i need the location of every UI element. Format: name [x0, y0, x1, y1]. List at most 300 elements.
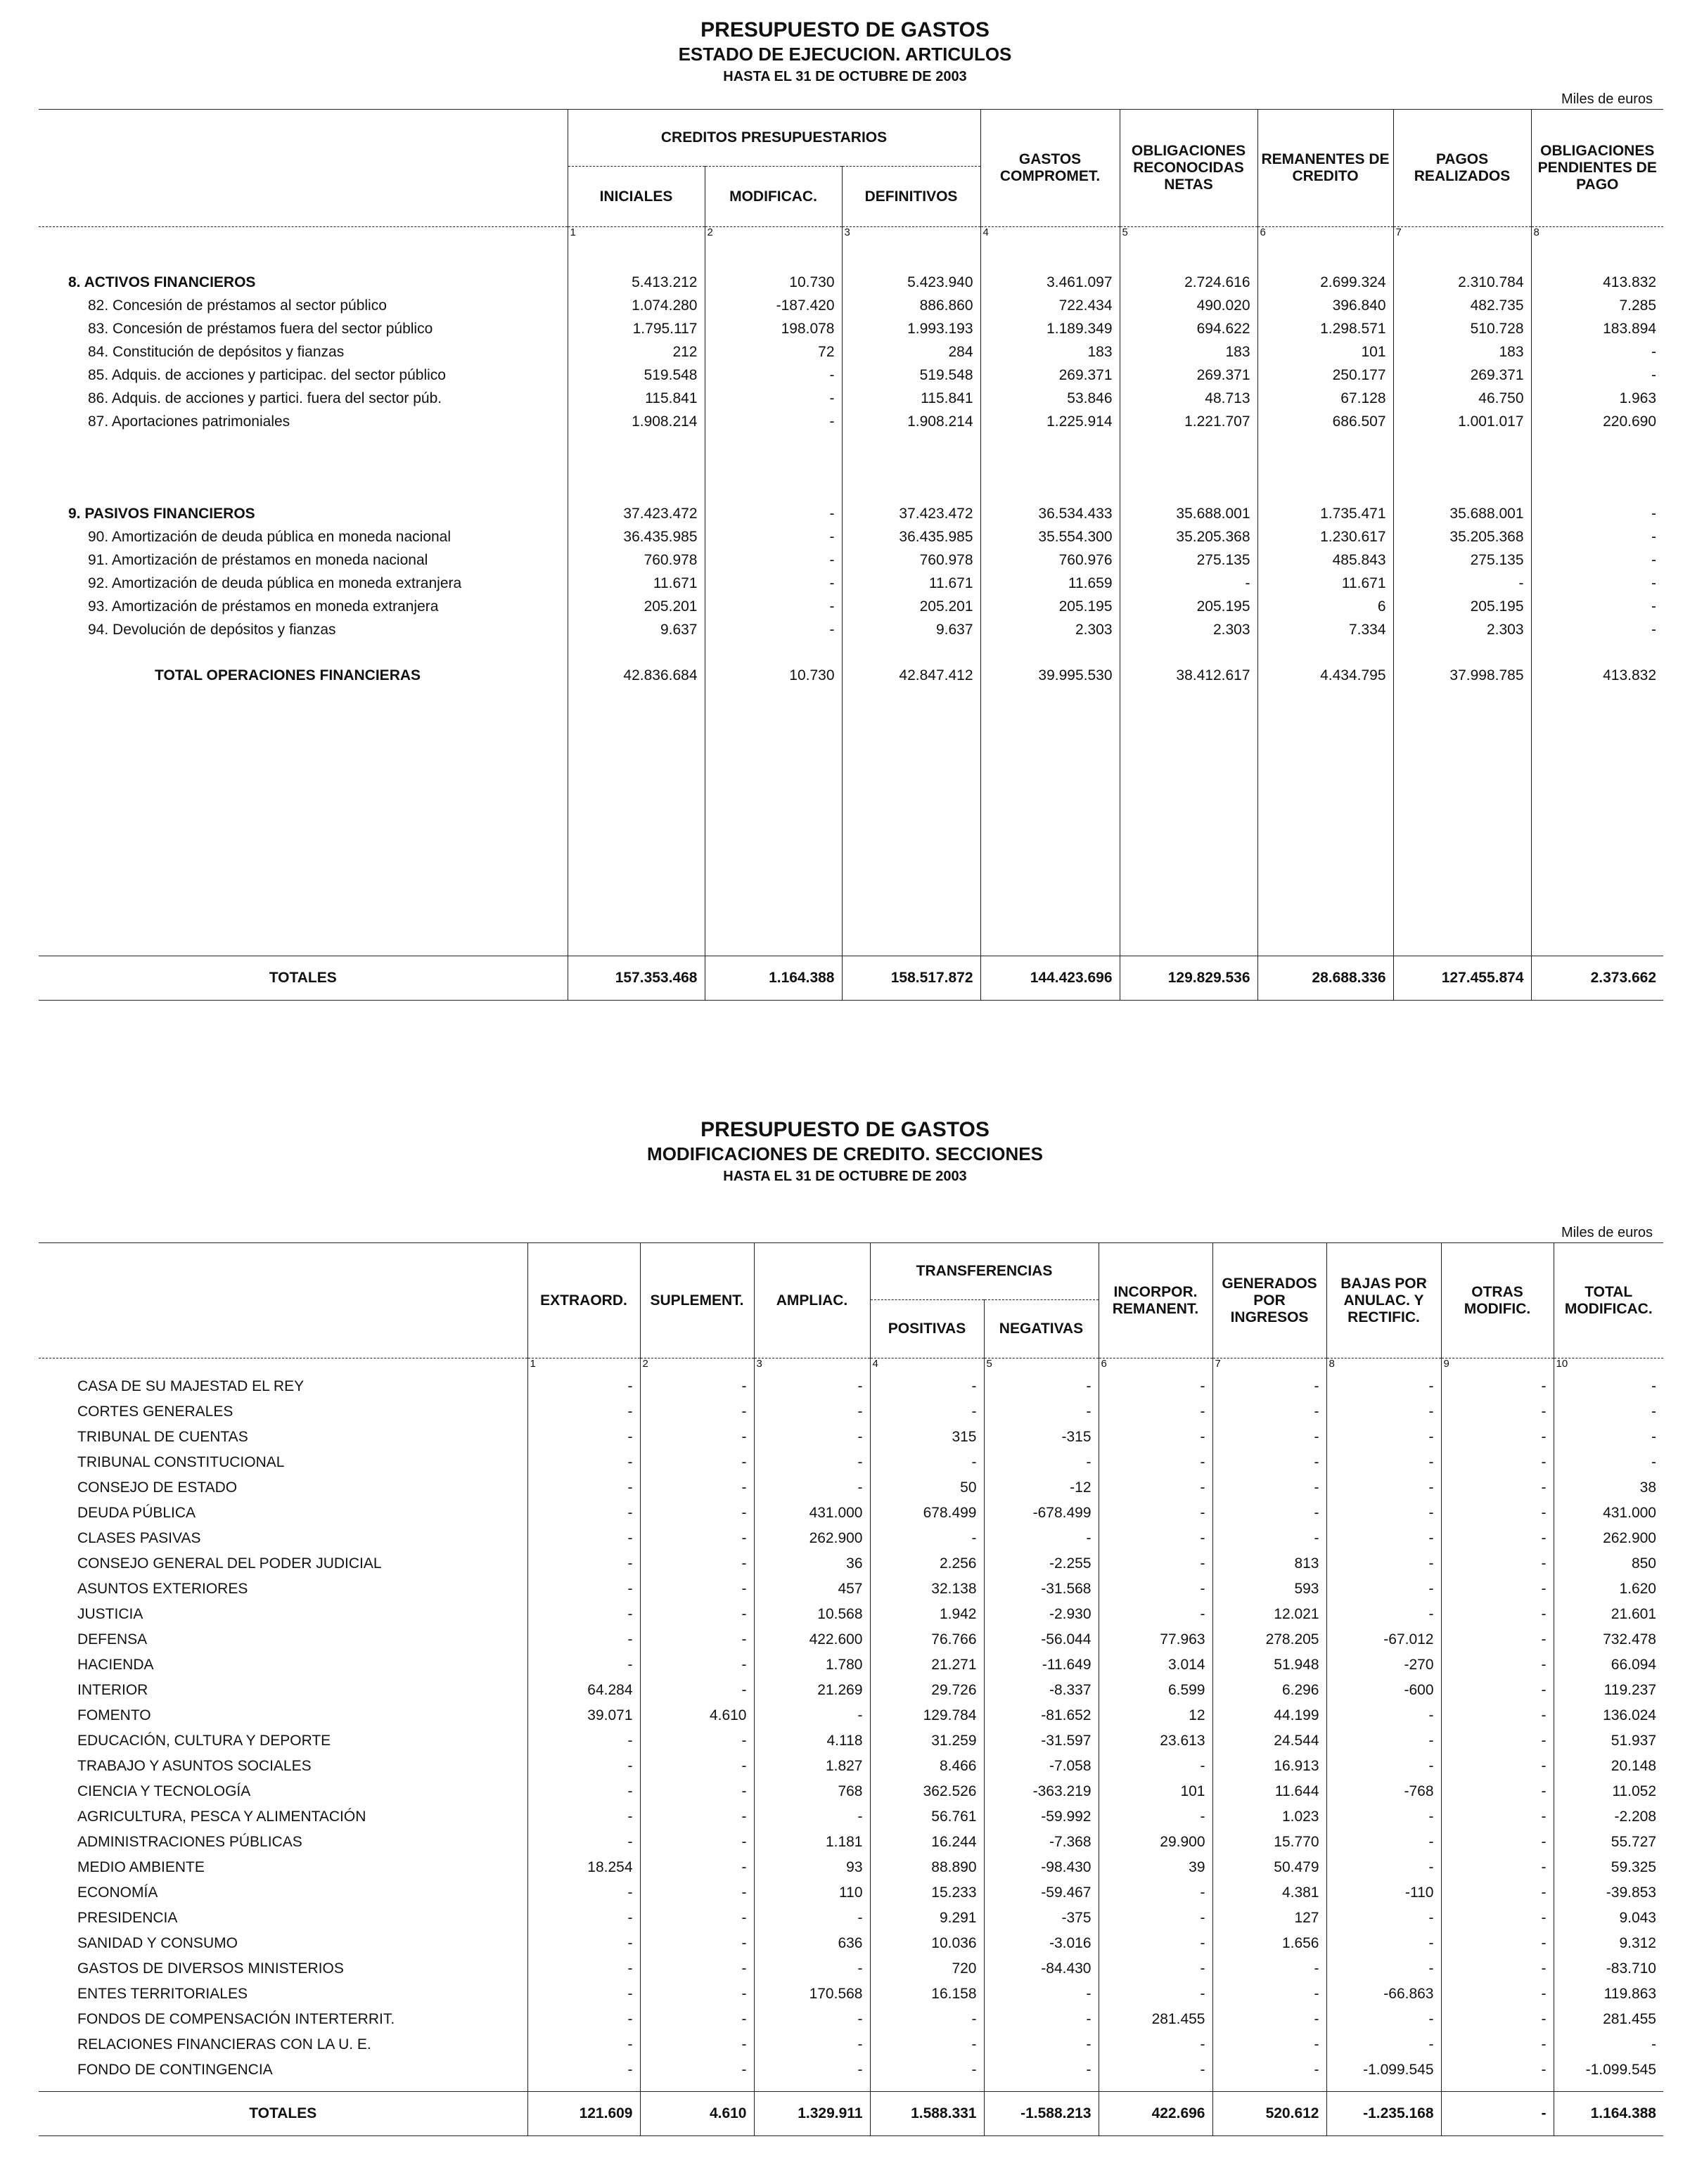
- row-value: -: [705, 387, 842, 410]
- totals-value: -1.235.168: [1326, 2092, 1441, 2136]
- row-value: -: [1099, 1551, 1212, 1576]
- row-value: 88.890: [870, 1855, 984, 1880]
- row-value: -: [640, 1804, 754, 1830]
- spacer-cell: [705, 687, 842, 956]
- spacer-cell: [39, 641, 568, 664]
- row-value: -: [527, 2007, 640, 2032]
- row-value: -: [754, 1703, 870, 1728]
- row-value: -: [1441, 1678, 1554, 1703]
- row-value: 16.913: [1212, 1754, 1326, 1779]
- table-row: [39, 595, 1663, 618]
- column-number: 6: [1099, 1358, 1212, 1375]
- row-value: -: [1099, 1602, 1212, 1627]
- row-value: -12: [984, 1475, 1099, 1501]
- row-value: 101: [1257, 340, 1393, 364]
- row-value: 281.455: [1099, 2007, 1212, 2032]
- row-value: 732.478: [1554, 1627, 1663, 1652]
- row-value: 72: [705, 340, 842, 364]
- row-value: 1.735.471: [1257, 502, 1393, 525]
- row-value: -: [1212, 1475, 1326, 1501]
- table-row: [39, 1830, 1663, 1855]
- row-value: 457: [754, 1576, 870, 1602]
- doc2-header-row-1: [39, 1243, 1663, 1300]
- table-row: [39, 340, 1663, 364]
- row-value: -: [870, 1399, 984, 1425]
- doc1-header-pagos: PAGOS REALIZADOS: [1393, 110, 1531, 227]
- row-value: -: [640, 1602, 754, 1627]
- row-label: 85. Adquis. de acciones y participac. del sector público: [88, 367, 446, 383]
- row-value: -: [1099, 1526, 1212, 1551]
- row-label: 92. Amortización de deuda pública en moneda extranjera: [88, 575, 462, 591]
- row-value: -: [1531, 572, 1663, 595]
- row-value: -98.430: [984, 1855, 1099, 1880]
- row-value: -: [640, 1956, 754, 1981]
- row-value: -: [870, 1450, 984, 1475]
- row-label: CIENCIA Y TECNOLOGÍA: [77, 1783, 251, 1799]
- row-value: 720: [870, 1956, 984, 1981]
- row-value: -: [1441, 2007, 1554, 2032]
- row-value: -1.099.545: [1554, 2057, 1663, 2083]
- row-value: 29.726: [870, 1678, 984, 1703]
- row-value: -59.467: [984, 1880, 1099, 1906]
- row-value: 205.201: [568, 595, 705, 618]
- column-number: 8: [1326, 1358, 1441, 1375]
- row-value: -: [527, 1804, 640, 1830]
- table-row: [39, 1576, 1663, 1602]
- table-row: [39, 1450, 1663, 1475]
- row-value: 24.544: [1212, 1728, 1326, 1754]
- row-value: -: [1326, 1931, 1441, 1956]
- spacer-cell: [1393, 243, 1531, 271]
- spacer-cell: [980, 687, 1120, 956]
- row-value: 115.841: [568, 387, 705, 410]
- row-value: 76.766: [870, 1627, 984, 1652]
- row-value: -: [1531, 502, 1663, 525]
- row-value: 16.244: [870, 1830, 984, 1855]
- totals-value: 1.164.388: [705, 956, 842, 1001]
- row-value: 396.840: [1257, 294, 1393, 317]
- row-value: -: [754, 2007, 870, 2032]
- row-value: 11.671: [1257, 572, 1393, 595]
- row-value: -: [1326, 1450, 1441, 1475]
- row-value: 220.690: [1531, 410, 1663, 433]
- row-label: FONDOS DE COMPENSACIÓN INTERTERRIT.: [77, 2011, 395, 2027]
- row-value: 4.434.795: [1257, 664, 1393, 687]
- row-label: 82. Concesión de préstamos al sector público: [88, 297, 387, 314]
- doc2-table: [39, 1242, 1663, 2136]
- table-row: [39, 271, 1663, 294]
- row-value: 10.568: [754, 1602, 870, 1627]
- row-value: -: [527, 1728, 640, 1754]
- row-value: 593: [1212, 1576, 1326, 1602]
- totals-value: 157.353.468: [568, 956, 705, 1001]
- row-value: 127: [1212, 1906, 1326, 1931]
- totals-value: 1.588.331: [870, 2092, 984, 2136]
- row-value: -83.710: [1554, 1956, 1663, 1981]
- row-value: -: [1212, 1526, 1326, 1551]
- row-label: CLASES PASIVAS: [77, 1530, 201, 1546]
- row-value: -: [1441, 1906, 1554, 1931]
- column-number: 9: [1441, 1358, 1554, 1375]
- spacer-cell: [39, 243, 568, 271]
- row-value: 35.205.368: [1393, 525, 1531, 548]
- row-value: -1.099.545: [1326, 2057, 1441, 2083]
- column-number: 2: [705, 227, 842, 243]
- row-value: -187.420: [705, 294, 842, 317]
- row-value: -: [984, 2057, 1099, 2083]
- row-value: -: [1326, 1804, 1441, 1830]
- row-value: 29.900: [1099, 1830, 1212, 1855]
- row-value: 10.730: [705, 664, 842, 687]
- totals-label: TOTALES: [39, 2092, 527, 2136]
- spacer-cell: [1531, 243, 1663, 271]
- row-value: -: [1326, 1728, 1441, 1754]
- row-value: 50: [870, 1475, 984, 1501]
- row-value: -: [1326, 1576, 1441, 1602]
- row-value: 36.435.985: [842, 525, 980, 548]
- row-value: 11.644: [1212, 1779, 1326, 1804]
- spacer-cell: [1120, 433, 1257, 502]
- spacer-cell: [1212, 2083, 1326, 2092]
- row-value: -67.012: [1326, 1627, 1441, 1652]
- row-value: 115.841: [842, 387, 980, 410]
- doc2-header-generados: GENERADOS POR INGRESOS: [1212, 1243, 1326, 1358]
- row-value: 431.000: [1554, 1501, 1663, 1526]
- row-value: 686.507: [1257, 410, 1393, 433]
- table-row: [39, 2032, 1663, 2057]
- row-value: -: [984, 2007, 1099, 2032]
- table-row: [39, 1728, 1663, 1754]
- row-value: -: [1393, 572, 1531, 595]
- table-row: [39, 1399, 1663, 1425]
- row-value: 1.795.117: [568, 317, 705, 340]
- row-value: 39.995.530: [980, 664, 1120, 687]
- row-value: 36: [754, 1551, 870, 1576]
- row-value: -: [1326, 1551, 1441, 1576]
- row-label: DEUDA PÚBLICA: [77, 1505, 196, 1521]
- row-value: 760.978: [568, 548, 705, 572]
- row-value: -: [527, 1627, 640, 1652]
- row-value: -: [1554, 1399, 1663, 1425]
- row-value: -: [1441, 1501, 1554, 1526]
- row-value: -: [1326, 1956, 1441, 1981]
- row-value: -: [1099, 1475, 1212, 1501]
- row-value: -: [1099, 1956, 1212, 1981]
- row-label: CASA DE SU MAJESTAD EL REY: [77, 1378, 305, 1394]
- row-value: -: [1554, 2032, 1663, 2057]
- row-value: 284: [842, 340, 980, 364]
- row-value: -: [640, 1475, 754, 1501]
- table-row: [39, 1880, 1663, 1906]
- row-label: FONDO DE CONTINGENCIA: [77, 2062, 273, 2078]
- row-value: 50.479: [1212, 1855, 1326, 1880]
- row-value: 205.195: [1120, 595, 1257, 618]
- row-value: 1.620: [1554, 1576, 1663, 1602]
- row-value: -: [1212, 1956, 1326, 1981]
- spacer-cell: [568, 433, 705, 502]
- row-value: 32.138: [870, 1576, 984, 1602]
- row-value: -: [640, 1551, 754, 1576]
- row-value: -: [1441, 1703, 1554, 1728]
- row-value: 9.637: [568, 618, 705, 641]
- row-value: 44.199: [1212, 1703, 1326, 1728]
- row-value: -: [870, 2032, 984, 2057]
- totals-label: TOTALES: [39, 956, 568, 1001]
- row-value: 768: [754, 1779, 870, 1804]
- row-value: -: [1099, 1804, 1212, 1830]
- spacer-cell: [1257, 641, 1393, 664]
- row-value: 315: [870, 1425, 984, 1450]
- row-value: 1.189.349: [980, 317, 1120, 340]
- row-value: 12.021: [1212, 1602, 1326, 1627]
- spacer-cell: [705, 641, 842, 664]
- row-value: 38: [1554, 1475, 1663, 1501]
- row-label: TRIBUNAL CONSTITUCIONAL: [77, 1454, 285, 1470]
- row-value: -: [640, 2032, 754, 2057]
- row-value: 9.291: [870, 1906, 984, 1931]
- spacer-cell: [870, 2083, 984, 2092]
- table-row: [39, 525, 1663, 548]
- row-value: -: [1212, 1374, 1326, 1399]
- row-value: -: [1441, 1804, 1554, 1830]
- row-label: 94. Devolución de depósitos y fianzas: [88, 622, 336, 638]
- row-value: 36.534.433: [980, 502, 1120, 525]
- doc1-title: PRESUPUESTO DE GASTOS: [700, 18, 990, 41]
- row-value: 7.334: [1257, 618, 1393, 641]
- row-value: -: [1099, 1576, 1212, 1602]
- totals-value: 2.373.662: [1531, 956, 1663, 1001]
- row-value: 39.071: [527, 1703, 640, 1728]
- row-label: 84. Constitución de depósitos y fianzas: [88, 344, 345, 360]
- row-value: -: [1212, 1425, 1326, 1450]
- row-value: -: [1441, 1855, 1554, 1880]
- row-value: 850: [1554, 1551, 1663, 1576]
- row-value: 6: [1257, 595, 1393, 618]
- spacer-row: [39, 2083, 1663, 2092]
- row-value: -: [640, 1627, 754, 1652]
- row-value: -: [527, 2032, 640, 2057]
- row-label: DEFENSA: [77, 1631, 148, 1647]
- row-value: -: [1212, 1981, 1326, 2007]
- row-label: CONSEJO DE ESTADO: [77, 1479, 238, 1496]
- row-value: -: [1441, 1754, 1554, 1779]
- row-value: 21.601: [1554, 1602, 1663, 1627]
- doc1-table: [39, 109, 1663, 1001]
- row-value: 205.195: [1393, 595, 1531, 618]
- row-value: 37.998.785: [1393, 664, 1531, 687]
- column-number: 8: [1531, 227, 1663, 243]
- row-value: -81.652: [984, 1703, 1099, 1728]
- row-value: 3.014: [1099, 1652, 1212, 1678]
- row-value: -: [527, 1931, 640, 1956]
- row-value: 10.730: [705, 271, 842, 294]
- row-value: -: [984, 1399, 1099, 1425]
- row-value: 678.499: [870, 1501, 984, 1526]
- row-value: 67.128: [1257, 387, 1393, 410]
- row-value: -31.568: [984, 1576, 1099, 1602]
- doc1-header-definitivos: DEFINITIVOS: [842, 167, 980, 227]
- row-value: -59.992: [984, 1804, 1099, 1830]
- row-value: -: [1441, 1880, 1554, 1906]
- row-value: -: [705, 595, 842, 618]
- doc2-header-blank: [39, 1243, 527, 1358]
- row-value: 1.001.017: [1393, 410, 1531, 433]
- column-number: 7: [1393, 227, 1531, 243]
- row-value: 36.435.985: [568, 525, 705, 548]
- row-value: 362.526: [870, 1779, 984, 1804]
- row-value: -: [1099, 1880, 1212, 1906]
- row-label: 86. Adquis. de acciones y partici. fuera del sector púb.: [88, 390, 442, 406]
- row-value: -: [1441, 1931, 1554, 1956]
- doc2-header-bajas: BAJAS POR ANULAC. Y RECTIFIC.: [1326, 1243, 1441, 1358]
- row-value: -7.058: [984, 1754, 1099, 1779]
- row-value: 760.978: [842, 548, 980, 572]
- table-row: [39, 1652, 1663, 1678]
- row-value: 59.325: [1554, 1855, 1663, 1880]
- spacer-cell: [1531, 687, 1663, 956]
- row-value: 35.688.001: [1393, 502, 1531, 525]
- row-value: 110: [754, 1880, 870, 1906]
- row-value: 269.371: [1120, 364, 1257, 387]
- spacer-cell: [1257, 687, 1393, 956]
- row-value: -: [527, 1830, 640, 1855]
- row-label: JUSTICIA: [77, 1606, 143, 1622]
- spacer-cell: [980, 243, 1120, 271]
- row-value: 20.148: [1554, 1754, 1663, 1779]
- doc1-header-row-1: [39, 110, 1663, 167]
- row-value: 5.413.212: [568, 271, 705, 294]
- row-value: -: [1441, 1779, 1554, 1804]
- row-label: GASTOS DE DIVERSOS MINISTERIOS: [77, 1960, 344, 1977]
- row-value: 9.043: [1554, 1906, 1663, 1931]
- table-row: [39, 1374, 1663, 1399]
- row-value: 1.993.193: [842, 317, 980, 340]
- row-value: -: [1212, 1501, 1326, 1526]
- row-value: 1.181: [754, 1830, 870, 1855]
- row-value: 31.259: [870, 1728, 984, 1754]
- doc2-header-otras: OTRAS MODIFIC.: [1441, 1243, 1554, 1358]
- row-value: 636: [754, 1931, 870, 1956]
- doc1-header-remanentes: REMANENTES DE CREDITO: [1257, 110, 1393, 227]
- row-value: 15.233: [870, 1880, 984, 1906]
- totals-value: 158.517.872: [842, 956, 980, 1001]
- row-value: 1.221.707: [1120, 410, 1257, 433]
- row-value: 11.659: [980, 572, 1120, 595]
- table-row: [39, 2007, 1663, 2032]
- row-value: 8.466: [870, 1754, 984, 1779]
- row-value: 1.942: [870, 1602, 984, 1627]
- row-label: 90. Amortización de deuda pública en moneda nacional: [88, 529, 452, 545]
- row-value: 39: [1099, 1855, 1212, 1880]
- row-value: 38.412.617: [1120, 664, 1257, 687]
- row-value: -: [705, 618, 842, 641]
- spacer-cell: [39, 433, 568, 502]
- row-value: -: [1441, 1652, 1554, 1678]
- doc2-header-total: TOTAL MODIFICAC.: [1554, 1243, 1663, 1358]
- table-row: [39, 1501, 1663, 1526]
- table-row: [39, 502, 1663, 525]
- row-value: 1.230.617: [1257, 525, 1393, 548]
- table-row: [39, 1981, 1663, 2007]
- row-value: -: [527, 1906, 640, 1931]
- row-value: -: [1326, 1830, 1441, 1855]
- row-label: 8. ACTIVOS FINANCIEROS: [68, 274, 256, 290]
- row-value: 2.724.616: [1120, 271, 1257, 294]
- row-value: -: [527, 1754, 640, 1779]
- row-value: -678.499: [984, 1501, 1099, 1526]
- row-label: EDUCACIÓN, CULTURA Y DEPORTE: [77, 1733, 331, 1749]
- row-label: 93. Amortización de préstamos en moneda extranjera: [88, 598, 439, 615]
- spacer-cell: [1257, 433, 1393, 502]
- row-value: 55.727: [1554, 1830, 1663, 1855]
- row-value: -: [870, 1526, 984, 1551]
- row-value: -: [1441, 1450, 1554, 1475]
- row-label: INTERIOR: [77, 1682, 148, 1698]
- row-value: 56.761: [870, 1804, 984, 1830]
- row-value: 4.610: [640, 1703, 754, 1728]
- row-value: -: [984, 2032, 1099, 2057]
- doc2-header-suplement: SUPLEMENT.: [640, 1243, 754, 1358]
- row-value: 51.948: [1212, 1652, 1326, 1678]
- column-number: 4: [870, 1358, 984, 1375]
- spacer-cell: [1441, 2083, 1554, 2092]
- spacer-row: [39, 687, 1663, 956]
- totals-value: 144.423.696: [980, 956, 1120, 1001]
- row-value: -: [640, 1728, 754, 1754]
- row-value: 1.298.571: [1257, 317, 1393, 340]
- row-value: -: [640, 1526, 754, 1551]
- row-value: -: [705, 502, 842, 525]
- row-value: 119.863: [1554, 1981, 1663, 2007]
- spacer-cell: [980, 641, 1120, 664]
- doc2-header-incorpor: INCORPOR. REMANENT.: [1099, 1243, 1212, 1358]
- row-value: 93: [754, 1855, 870, 1880]
- row-value: -: [1554, 1450, 1663, 1475]
- row-value: -: [1441, 1981, 1554, 2007]
- row-value: 6.599: [1099, 1678, 1212, 1703]
- table-row: [39, 1551, 1663, 1576]
- row-label: SANIDAD Y CONSUMO: [77, 1935, 238, 1951]
- table-row: [39, 1906, 1663, 1931]
- row-value: 183: [1393, 340, 1531, 364]
- row-value: 485.843: [1257, 548, 1393, 572]
- row-value: -: [754, 2032, 870, 2057]
- row-label: ASUNTOS EXTERIORES: [77, 1581, 248, 1597]
- spacer-cell: [527, 2083, 640, 2092]
- row-value: 53.846: [980, 387, 1120, 410]
- column-number: 5: [1120, 227, 1257, 243]
- row-value: -: [1212, 2032, 1326, 2057]
- totals-value: 1.329.911: [754, 2092, 870, 2136]
- column-number: 7: [1212, 1358, 1326, 1375]
- row-value: 21.269: [754, 1678, 870, 1703]
- row-value: 250.177: [1257, 364, 1393, 387]
- row-value: -768: [1326, 1779, 1441, 1804]
- row-value: -: [705, 572, 842, 595]
- doc1-header-obligaciones: OBLIGACIONES RECONOCIDAS NETAS: [1120, 110, 1257, 227]
- row-value: -66.863: [1326, 1981, 1441, 2007]
- row-label: HACIENDA: [77, 1657, 154, 1673]
- row-value: -: [640, 1374, 754, 1399]
- row-value: -: [1441, 1399, 1554, 1425]
- row-value: -: [1099, 1501, 1212, 1526]
- row-value: -: [754, 1450, 870, 1475]
- row-value: 413.832: [1531, 664, 1663, 687]
- row-value: -3.016: [984, 1931, 1099, 1956]
- row-label: 83. Concesión de préstamos fuera del sector público: [88, 321, 433, 337]
- column-number: 2: [640, 1358, 754, 1375]
- spacer-cell: [1120, 243, 1257, 271]
